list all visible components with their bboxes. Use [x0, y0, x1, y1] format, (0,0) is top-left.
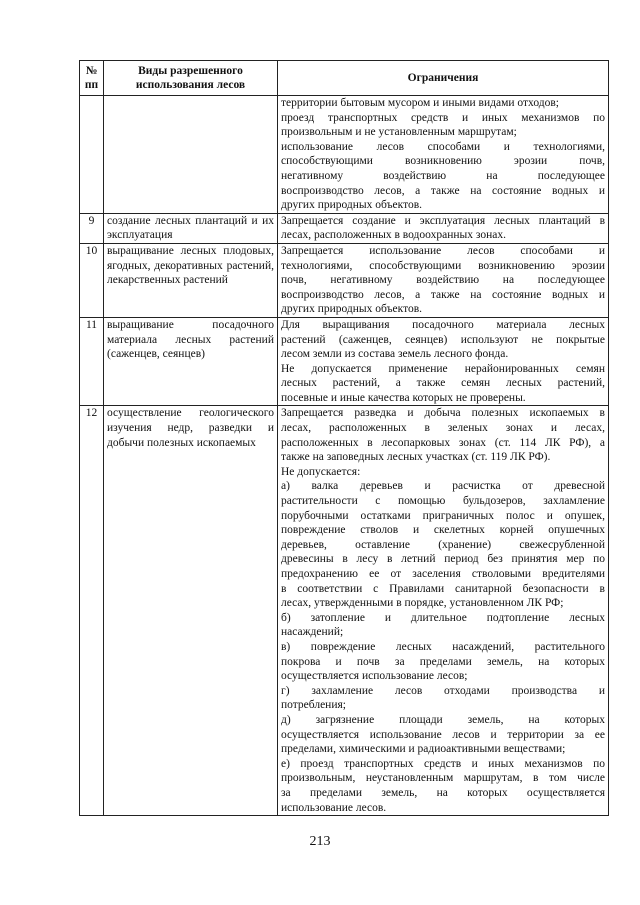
restrictions-cell [278, 317, 609, 406]
restriction-line: насаждений; [281, 626, 344, 639]
restriction-line: также на заповедных лесных участках (ст. 119 ЛК РФ). [281, 451, 551, 464]
restrictions-cell [278, 213, 609, 243]
restriction-line: лесах, расположенных в зеленых зонах и лесах, [281, 422, 605, 435]
restriction-line: лесом земли из состава земель лесного фонда. [281, 348, 509, 361]
header-num: № пп [80, 61, 104, 96]
table-row [80, 96, 609, 214]
restriction-line: деревьев, оставление (хранение) свежесрубленной [281, 538, 605, 551]
use-type-cell: создание лесных плантаций и их эксплуатация [104, 213, 278, 243]
restriction-line: осуществляется использование лесов и территории за ее [281, 728, 605, 741]
restriction-line: технологиями, способствующими возникновению эрозии [281, 259, 605, 272]
restriction-line: за пределами земель, на которых осуществляется [281, 786, 605, 799]
table-row [80, 243, 609, 317]
use-type-cell: осуществление геологического изучения недр, разведки и добычи полезных ископаемых [104, 406, 278, 816]
restriction-line: Не допускается: [281, 465, 361, 478]
restriction-line: д) загрязнение площади земель, на которых [281, 713, 605, 726]
restriction-line: потребления; [281, 699, 346, 712]
restriction-line: почв, негативному воздействию на последующее [281, 274, 605, 287]
row-number: 11 [80, 317, 104, 406]
restriction-line: г) захламление лесов отходами производства и [281, 684, 605, 697]
restriction-line: посевные и иные качества которых не проверены. [281, 391, 526, 404]
restriction-line: в) повреждение лесных насаждений, растительного [281, 640, 605, 653]
restrictions-table [79, 60, 609, 816]
restriction-line: б) затопление и длительное подтопление лесных [281, 611, 605, 624]
restriction-line: лесных растений, а также семян лесных растений, [281, 377, 605, 390]
table-header-row [80, 61, 609, 96]
restriction-line: растений (саженцев, сеянцев) используют не покрытые [281, 333, 605, 346]
row-number [80, 96, 104, 214]
restriction-line: территории бытовым мусором и иными видами отходов; [281, 97, 559, 109]
restriction-line: растительности с помощью бульдозеров, захламление [281, 495, 605, 508]
restriction-line: негативному воздействию на последующее [281, 169, 605, 182]
restriction-line: других природных объектов. [281, 303, 423, 316]
restrictions-cell [278, 243, 609, 317]
restriction-line: Не допускается применение нерайонированных семян [281, 362, 605, 375]
restriction-line: предохранению ее от заселения стволовыми вредителями [281, 568, 605, 580]
restriction-line: использование лесов способами и технологиями, [281, 140, 605, 153]
restriction-line: расположенных в лесопарковых зонах (ст. 114 ЛК РФ), а [281, 436, 605, 449]
use-type-cell: выращивание посадочного материала лесных растений (саженцев, сеянцев) [104, 317, 278, 406]
restriction-line: произвольным, неустановленным маршрутам, в том числе [281, 772, 605, 785]
restriction-line: воспроизводство лесов, а также на состояние водных и [281, 288, 605, 301]
restriction-line: е) проезд транспортных средств и иных механизмов по [281, 757, 605, 770]
restriction-line: произвольным и не установленным маршрутам; [281, 126, 517, 139]
use-type-cell [104, 96, 278, 214]
restriction-line: Запрещается создание и эксплуатация лесных плантаций в [281, 214, 605, 227]
restriction-line: Запрещается разведка и добыча полезных ископаемых в [281, 407, 605, 420]
table-row [80, 213, 609, 243]
table-row [80, 317, 609, 406]
row-number: 9 [80, 213, 104, 243]
row-number: 12 [80, 406, 104, 816]
restriction-line: других природных объектов. [281, 199, 423, 212]
use-type-cell: выращивание лесных плодовых, ягодных, декоративных растений, лекарственных растений [104, 243, 278, 317]
restriction-line: проезд транспортных средств и иных механизмов по [281, 111, 605, 124]
restriction-line: лесах, утвержденными в порядке, установленном ЛК РФ; [281, 597, 564, 610]
restriction-line: лесах, расположенных в водоохранных зонах. [281, 229, 506, 242]
restriction-line: пределами, химическими и радиоактивными веществами; [281, 743, 566, 756]
restriction-line: воспроизводство лесов, а также на состояние водных и [281, 184, 605, 197]
restriction-line: порубочными остатками приграничных полос и опушек, [281, 509, 605, 522]
restriction-line: покрова и почв за пределами земель, на которых [281, 655, 605, 668]
restriction-line: способствующими возникновению эрозии почв, [281, 155, 605, 168]
restriction-line: повреждение стволов и скелетных корней опушечных [281, 524, 605, 537]
restrictions-cell [278, 406, 609, 816]
row-number: 10 [80, 243, 104, 317]
restriction-line: Для выращивания посадочного материала лесных [281, 318, 605, 331]
header-use-type: Виды разрешенного использования лесов [104, 61, 278, 96]
page-number: 213 [309, 834, 331, 849]
restrictions-cell [278, 96, 609, 214]
restriction-line: использование лесов. [281, 801, 387, 814]
restriction-line: древесины в лесу в летний период без принятия мер по [281, 553, 605, 566]
restriction-line: осуществляется использование лесов; [281, 670, 468, 683]
restriction-line: а) валка деревьев и расчистка от древесной [281, 480, 605, 493]
table-row [80, 406, 609, 816]
header-restrictions: Ограничения [278, 61, 609, 96]
restriction-line: Запрещается использование лесов способами и [281, 244, 605, 257]
restriction-line: в соответствии с Правилами санитарной безопасности в [281, 582, 605, 595]
